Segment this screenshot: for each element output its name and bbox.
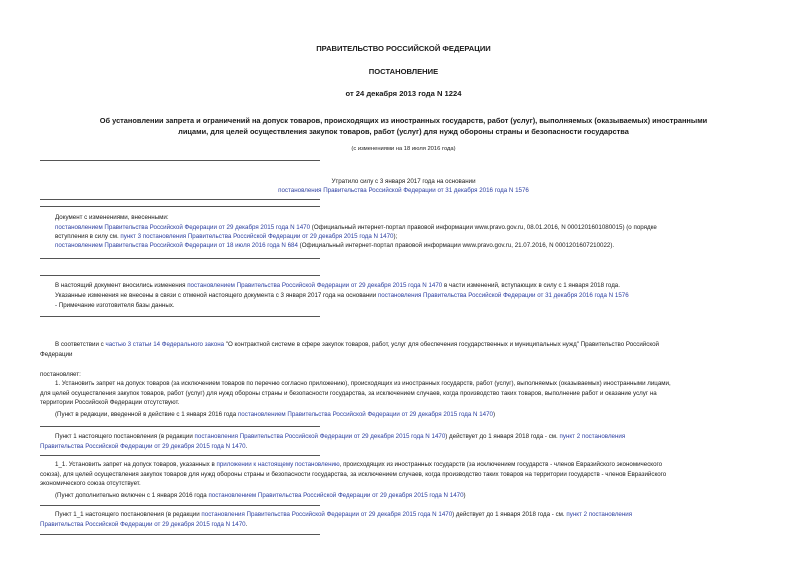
law-article-link[interactable]: частью 3 статьи 14 Федерального закона xyxy=(105,341,225,348)
appendix-link[interactable]: приложении к настоящему постановлению xyxy=(216,461,340,468)
divider xyxy=(40,455,320,456)
preamble: В соответствии с частью 3 статьи 14 Федерального закона "О контрактной системе в сфере закупок товаров, работ, услуг для обеспечения государственных и муниципальных нужд" Правительство Российской Федерации xyxy=(40,341,660,358)
note-paragraph-3: - Примечание изготовителя базы данных. xyxy=(55,302,175,309)
note-paragraph-2: Указанные изменения не внесены в связи с отменой настоящего документа с 3 января 2017 года на основании постановления Правительства Российской Федерации от 31 декабря 2016 года N 1576 xyxy=(55,292,629,299)
divider xyxy=(40,258,320,259)
note-paragraph-1: В настоящий документ вносились изменения постановлением Правительства Российской Федерации от 29 декабря 2015 года N 1470 в части изменений, вступающих в силу с 1 января 2018 года. xyxy=(55,282,620,289)
amendment-link-684[interactable]: постановлением Правительства Российской Федерации от 18 июля 2016 года N 684 xyxy=(55,242,298,249)
amended-item-2: постановлением Правительства Российской Федерации от 18 июля 2016 года N 684 (Официальный интернет-портал правовой информации www.pravo.gov.ru, 21.07.2016, N 0001201607210022). xyxy=(55,242,615,249)
point-1-1-note: (Пункт дополнительно включен с 1 января 2016 года постановлением Правительства Российской Федерации от 29 декабря 2015 года N 1470) xyxy=(55,492,466,499)
note-link-1470[interactable]: постановлением Правительства Российской Федерации от 29 декабря 2015 года N 1470 xyxy=(187,282,443,289)
amendment-link-1470[interactable]: постановлением Правительства Российской Федерации от 29 декабря 2015 года N 1470 xyxy=(55,224,311,231)
divider xyxy=(40,199,320,200)
changes-note: (с изменениями на 18 июля 2016 года) xyxy=(351,146,456,152)
point-1: 1. Установить запрет на допуск товаров (за исключением товаров по перечню согласно приложению), происходящих из иностранных государств, работ (услуг), выполняемых (оказываемых) иностранными лицами, для целей осуществления закупок товаров, работ (услуг) для нужд обороны страны и безопасности государства, за исключением случаев, когда производство таких товаров, выполнение работ и оказание услуг на территории Российской Федерации отсутствуют. xyxy=(40,380,671,407)
amended-item-1-cont: вступления в силу см. пункт 3 постановления Правительства Российской Федерации от 29 декабря 2015 года N 1470); xyxy=(55,233,398,240)
divider xyxy=(40,534,320,535)
government-heading: ПРАВИТЕЛЬСТВО РОССИЙСКОЙ ФЕДЕРАЦИИ xyxy=(316,44,491,53)
commentary-2-link[interactable]: постановления Правительства Российской Федерации от 29 декабря 2015 года N 1470 xyxy=(201,511,453,518)
commentary-1-point2-link-cont[interactable]: Правительства Российской Федерации от 29 декабря 2015 года N 1470 xyxy=(40,442,246,450)
divider xyxy=(40,426,320,427)
amended-item-1: постановлением Правительства Российской Федерации от 29 декабря 2015 года N 1470 (Официальный интернет-портал правовой информации www.pravo.gov.ru, 08.01.2016, N 0001201601080015) (о порядке xyxy=(55,224,657,231)
amendment-point3-link[interactable]: пункт 3 постановления Правительства Российской Федерации от 29 декабря 2015 года N 1470 xyxy=(120,233,394,240)
validity-text: Утратило силу с 3 января 2017 года на основании xyxy=(331,178,476,185)
amended-heading: Документ с изменениями, внесенными: xyxy=(55,214,169,221)
point-1-1-commentary: Пункт 1_1 настоящего постановления (в редакции постановления Правительства Российской Федерации от 29 декабря 2015 года N 1470) действует до 1 января 2018 года - см. пункт 2 постановления Правительства Российской Федерации от 29 декабря 2015 года N 1470. xyxy=(40,511,633,528)
divider xyxy=(40,206,320,207)
point-1-note: (Пункт в редакции, введенной в действие с 1 января 2016 года постановлением Правительства Российской Федерации от 29 декабря 2015 года N 1470) xyxy=(55,411,496,418)
commentary-2-point2-link[interactable]: пункт 2 постановления xyxy=(566,511,633,518)
divider xyxy=(40,275,320,276)
point-1-note-link[interactable]: постановлением Правительства Российской Федерации от 29 декабря 2015 года N 1470 xyxy=(237,411,493,418)
divider xyxy=(40,160,320,161)
document-type: ПОСТАНОВЛЕНИЕ xyxy=(368,67,439,76)
commentary-2-point2-link-cont[interactable]: Правительства Российской Федерации от 29 декабря 2015 года N 1470 xyxy=(40,520,246,528)
commentary-1-point2-link[interactable]: пункт 2 постановления xyxy=(559,433,626,440)
validity-link[interactable]: постановления Правительства Российской Федерации от 31 декабря 2016 года N 1576 xyxy=(278,187,529,194)
commentary-1-link[interactable]: постановления Правительства Российской Федерации от 29 декабря 2015 года N 1470 xyxy=(194,433,446,440)
document-title-line-2: лицами, для целей осуществления закупок товаров, работ (услуг) для нужд обороны страны и безопасности государства xyxy=(178,127,629,136)
document-title-line-1: Об установлении запрета и ограничений на допуск товаров, происходящих из иностранных государств, работ (услуг), выполняемых (оказываемых) иностранными xyxy=(99,116,708,125)
divider xyxy=(40,505,320,506)
decides-label: постановляет: xyxy=(40,371,81,378)
divider xyxy=(40,316,320,317)
note-link-1576[interactable]: постановления Правительства Российской Федерации от 31 декабря 2016 года N 1576 xyxy=(377,292,629,299)
point-1-commentary: Пункт 1 настоящего постановления (в редакции постановления Правительства Российской Федерации от 29 декабря 2015 года N 1470) действует до 1 января 2018 года - см. пункт 2 постановления Правительства Российской Федерации от 29 декабря 2015 года N 1470. xyxy=(40,433,626,450)
point-1-1: 1_1. Установить запрет на допуск товаров, указанных в приложении к настоящему постановлению, происходящих из иностранных государств (за исключением государств - членов Евразийского экономического союза), для целей осуществления закупок товаров для нужд обороны страны и безопасности государства, за исключением случаев, когда производство таких товаров на территории государств - членов Евразийского экономического союза отсутствует. xyxy=(40,461,667,488)
document-date: от 24 декабря 2013 года N 1224 xyxy=(345,89,462,98)
point-1-1-note-link[interactable]: постановлением Правительства Российской Федерации от 29 декабря 2015 года N 1470 xyxy=(208,492,464,499)
